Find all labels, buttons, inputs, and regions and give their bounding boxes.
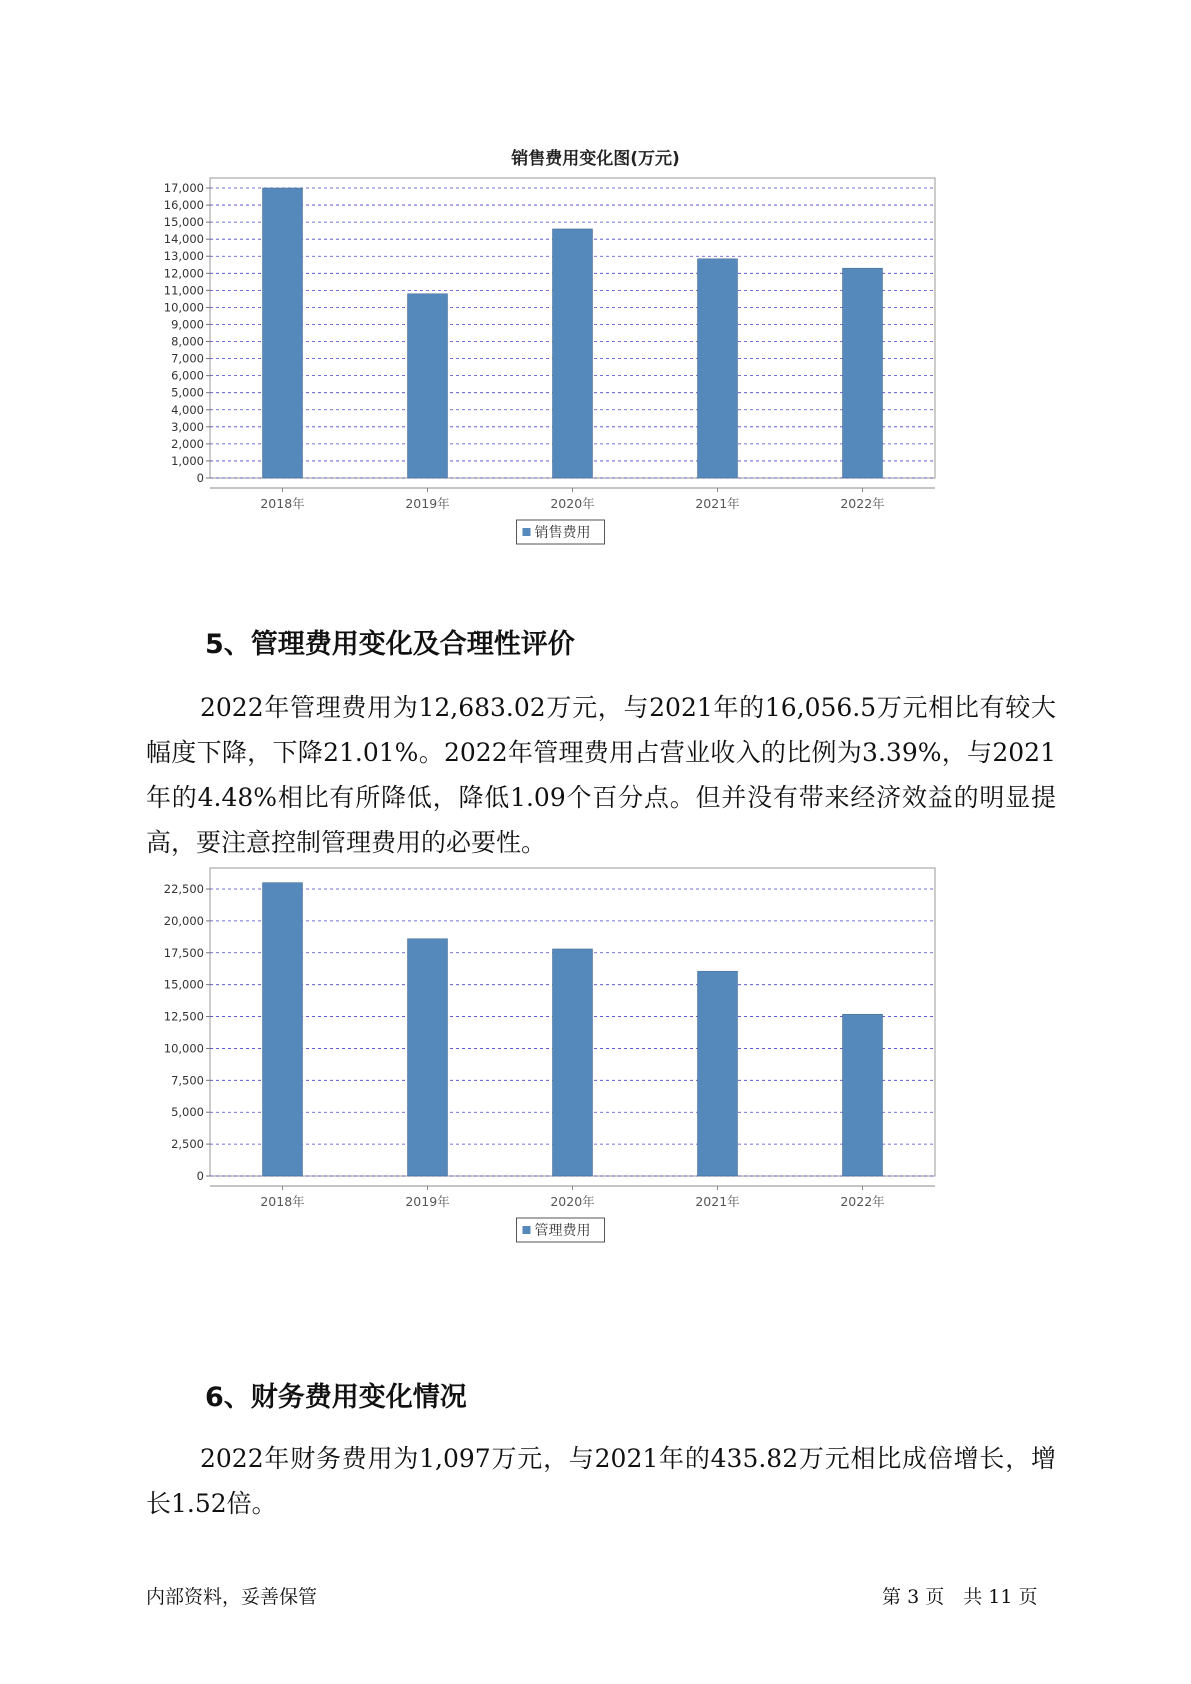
legend-swatch bbox=[523, 528, 531, 536]
x-tick-label: 2022年 bbox=[840, 1194, 885, 1209]
page-suffix: 页 bbox=[1018, 1586, 1038, 1608]
section-6-paragraph bbox=[146, 1436, 1056, 1526]
y-tick-label: 7,500 bbox=[171, 1073, 204, 1088]
legend-label: 管理费用 bbox=[534, 1223, 591, 1239]
y-tick-label: 8,000 bbox=[171, 334, 204, 349]
y-tick-label: 14,000 bbox=[163, 232, 204, 247]
page-prefix: 第 bbox=[882, 1586, 902, 1608]
x-tick-label: 2019年 bbox=[405, 1194, 450, 1209]
bar-2018年 bbox=[263, 188, 303, 478]
bar-2022年 bbox=[843, 1014, 883, 1176]
x-tick-label: 2018年 bbox=[260, 1194, 305, 1209]
bar-2019年 bbox=[408, 939, 448, 1176]
y-tick-label: 12,000 bbox=[163, 266, 204, 281]
y-tick-label: 6,000 bbox=[171, 368, 204, 383]
y-tick-label: 20,000 bbox=[163, 913, 204, 928]
section-5-paragraph bbox=[146, 685, 1056, 865]
x-tick-label: 2018年 bbox=[260, 496, 305, 511]
x-tick-label: 2020年 bbox=[550, 496, 595, 511]
x-tick-label: 2022年 bbox=[840, 496, 885, 511]
section-5-heading: 5、管理费用变化及合理性评价 bbox=[205, 629, 575, 660]
x-tick-label: 2021年 bbox=[695, 496, 740, 511]
y-tick-label: 11,000 bbox=[163, 283, 204, 298]
bar-2019年 bbox=[408, 294, 448, 478]
y-tick-label: 15,000 bbox=[163, 215, 204, 230]
y-tick-label: 5,000 bbox=[171, 1105, 204, 1120]
y-tick-label: 3,000 bbox=[171, 419, 204, 434]
bar-2020年 bbox=[553, 949, 593, 1176]
section-5-text: 2022年管理费用为12,683.02万元，与2021年的16,056.5万元相比有较大幅度下降，下降21.01%。2022年管理费用占营业收入的比例为3.39%，与2021年的4.48%相比有所降低，降低1.09个百分点。但并没有带来经济效益的明显提高，要注意控制管理费用的必要性。 bbox=[146, 693, 1056, 857]
footer-confidential: 内部资料，妥善保管 bbox=[146, 1586, 318, 1608]
legend-swatch bbox=[523, 1226, 531, 1234]
section-6-text: 2022年财务费用为1,097万元，与2021年的435.82万元相比成倍增长，增长1.52倍。 bbox=[146, 1444, 1056, 1518]
y-tick-label: 17,000 bbox=[163, 181, 204, 195]
bar-2018年 bbox=[263, 883, 303, 1176]
y-tick-label: 16,000 bbox=[163, 198, 204, 213]
y-tick-label: 17,500 bbox=[163, 945, 204, 960]
y-tick-label: 7,000 bbox=[171, 351, 204, 366]
y-tick-label: 10,000 bbox=[163, 1041, 204, 1056]
x-tick-label: 2020年 bbox=[550, 1194, 595, 1209]
y-tick-label: 13,000 bbox=[163, 249, 204, 264]
sales-expense-chart bbox=[150, 178, 1040, 568]
legend-label: 销售费用 bbox=[534, 525, 591, 541]
y-tick-label: 1,000 bbox=[171, 453, 204, 468]
page-mid: 页 共 bbox=[925, 1586, 983, 1608]
y-tick-label: 5,000 bbox=[171, 385, 204, 400]
page-current: 3 bbox=[907, 1586, 920, 1608]
bar-2021年 bbox=[698, 259, 738, 478]
x-tick-label: 2019年 bbox=[405, 496, 450, 511]
y-tick-label: 4,000 bbox=[171, 402, 204, 417]
bar-2021年 bbox=[698, 971, 738, 1176]
x-tick-label: 2021年 bbox=[695, 1194, 740, 1209]
y-tick-label: 22,500 bbox=[163, 882, 204, 896]
y-tick-label: 9,000 bbox=[171, 317, 204, 332]
y-tick-label: 0 bbox=[196, 471, 204, 485]
bar-2020年 bbox=[553, 229, 593, 478]
footer-page-number bbox=[882, 1582, 1038, 1609]
y-tick-label: 15,000 bbox=[163, 977, 204, 992]
page-total: 11 bbox=[988, 1586, 1013, 1608]
section-6-heading: 6、财务费用变化情况 bbox=[205, 1382, 467, 1413]
bar-2022年 bbox=[843, 268, 883, 478]
admin-expense-chart bbox=[150, 882, 1040, 1350]
y-tick-label: 10,000 bbox=[163, 300, 204, 315]
y-tick-label: 2,500 bbox=[171, 1137, 204, 1152]
y-tick-label: 12,500 bbox=[163, 1009, 204, 1024]
y-tick-label: 0 bbox=[196, 1169, 204, 1183]
y-tick-label: 2,000 bbox=[171, 436, 204, 451]
chart-title-sales: 销售费用变化图(万元) bbox=[511, 149, 680, 169]
